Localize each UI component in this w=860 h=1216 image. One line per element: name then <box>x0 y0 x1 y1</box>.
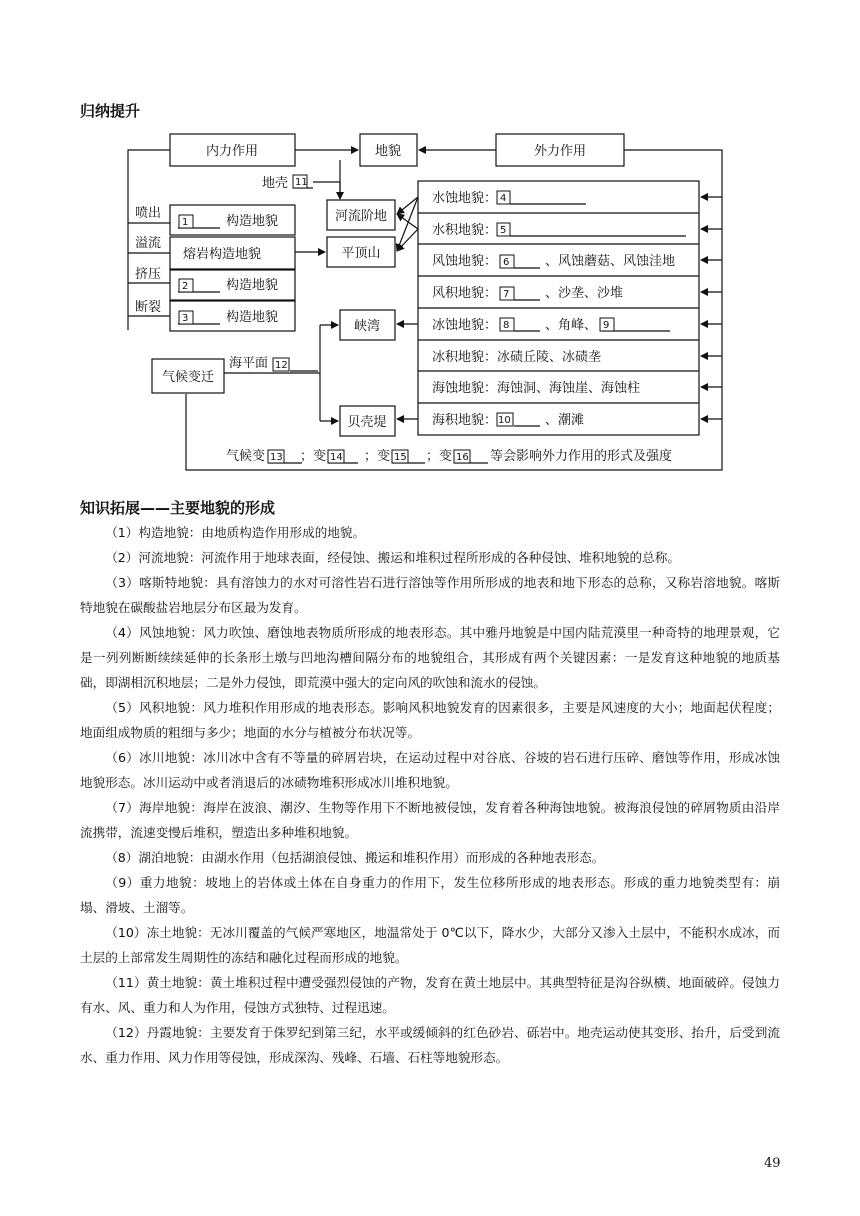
blank-number-1: 1 <box>182 217 189 228</box>
wind-deposition-examples: 、沙垄、沙堆 <box>545 286 624 301</box>
blank-number-15: 15 <box>394 452 407 463</box>
beach-ridge-label: 贝壳堤 <box>347 415 387 430</box>
paragraph-12: （12）丹霞地貌：主要发育于侏罗纪到第三纪，水平或缓倾斜的红色砂岩、砾岩中。地壳运动使其变形、抬升，后受到流水、重力作用、风力作用等侵蚀，形成深沟、残峰、石墙、石柱等地貌形态。 <box>80 1025 780 1065</box>
overflow-label: 溢流 <box>135 236 162 251</box>
glacial-deposition-row: 冰积地貌：冰碛丘陵、冰碛垄 <box>432 350 602 365</box>
bottom-text-2: ；变 <box>300 449 327 464</box>
river-terrace-label: 河流阶地 <box>334 209 388 224</box>
wind-erosion-examples: 、风蚀蘑菇、风蚀洼地 <box>545 254 676 269</box>
paragraph-4: （4）风蚀地貌：风力吹蚀、磨蚀地表物质所形成的地表形态。其中雅丹地貌是中国内陆荒漠里一种奇特的地理景观，它是一列列断断续续延伸的长条形土墩与凹地沟槽间隔分布的地貌组合，其形成有两个关键因素：一是发育这种地貌的地质基础，即湖相沉积地层；二是外力侵蚀，即荒漠中强大的定向风的吹蚀和流水的侵蚀。 <box>80 625 780 690</box>
glacial-erosion-examples: 、角峰、 <box>545 318 598 333</box>
climate-change-label: 气候变迁 <box>161 370 215 385</box>
lava-landform-label: 熔岩构造地貌 <box>183 247 262 262</box>
bottom-text-1: 气候变 <box>226 449 266 464</box>
water-deposition-label: 水积地貌： <box>432 223 498 238</box>
paragraph-8: （8）湖泊地貌：由湖水作用（包括湖浪侵蚀、搬运和堆积作用）而形成的各种地表形态。 <box>105 850 605 865</box>
marine-erosion-row: 海蚀地貌：海蚀洞、海蚀崖、海蚀柱 <box>432 381 641 396</box>
blank-number-4: 4 <box>500 193 507 204</box>
blank-number-16: 16 <box>456 452 469 463</box>
inner-force-label: 内力作用 <box>205 144 259 159</box>
blank-number-8: 8 <box>503 320 510 331</box>
paragraph-11: （11）黄土地貌：黄土堆积过程中遭受强烈侵蚀的产物，发育在黄土地层中。其典型特征是沟谷纵横、地面破碎。侵蚀力有水、风、重力和人为作用，侵蚀方式独特、过程迅速。 <box>80 975 780 1015</box>
paragraph-2: （2）河流地貌：河流作用于地球表面，经侵蚀、搬运和堆积过程所形成的各种侵蚀、堆积地貌的总称。 <box>105 550 680 565</box>
fjord-label: 峡湾 <box>353 319 381 334</box>
tectonic-landform-1: 构造地貌 <box>226 214 279 229</box>
blank-number-2: 2 <box>182 281 189 292</box>
blank-number-10: 10 <box>498 415 511 426</box>
water-erosion-label: 水蚀地貌： <box>432 191 498 206</box>
blank-number-13: 13 <box>270 452 283 463</box>
tectonic-landform-3: 构造地貌 <box>226 310 279 325</box>
bottom-text-3: ；变 <box>364 449 391 464</box>
paragraph-1: （1）构造地貌：由地质构造作用形成的地貌。 <box>105 525 366 540</box>
squeeze-label: 挤压 <box>135 267 162 282</box>
paragraph-6: （6）冰川地貌：冰川冰中含有不等量的碎屑岩块，在运动过程中对谷底、谷坡的岩石进行压碎、磨蚀等作用，形成冰蚀地貌形态。冰川运动中或者消退后的冰碛物堆积形成冰川堆积地貌。 <box>80 750 780 790</box>
marine-deposition-examples: 、潮滩 <box>545 413 585 428</box>
eruption-label: 喷出 <box>135 206 162 221</box>
wind-deposition-label: 风积地貌： <box>432 286 498 301</box>
tectonic-landform-2: 构造地貌 <box>226 278 279 293</box>
paragraph-9: （9）重力地貌：坡地上的岩体或土体在自身重力的作用下，发生位移所形成的地表形态。形成的重力地貌类型有：崩塌、滑坡、土溜等。 <box>80 875 780 915</box>
blank-number-5: 5 <box>500 225 507 236</box>
glacial-erosion-label: 冰蚀地貌： <box>432 318 498 333</box>
paragraph-7: （7）海岸地貌：海岸在波浪、潮汐、生物等作用下不断地被侵蚀，发育着各种海蚀地貌。被海浪侵蚀的碎屑物质由沿岸流携带，流速变慢后堆积，塑造出多种堆积地貌。 <box>80 800 780 840</box>
landform-concept-diagram <box>0 0 860 480</box>
wind-erosion-label: 风蚀地貌： <box>432 254 498 269</box>
outer-force-label: 外力作用 <box>533 144 587 159</box>
fault-label: 断裂 <box>135 300 162 315</box>
section-heading-knowledge: 知识拓展——主要地貌的形成 <box>80 499 276 517</box>
landform-label: 地貌 <box>374 144 402 159</box>
page-number: 49 <box>764 1156 781 1171</box>
blank-number-6: 6 <box>503 257 510 268</box>
blank-number-7: 7 <box>503 289 510 300</box>
bottom-text-4: ；变 <box>426 449 453 464</box>
crust-label: 地壳 <box>262 176 289 191</box>
blank-number-9: 9 <box>603 320 610 331</box>
paragraph-3: （3）喀斯特地貌：具有溶蚀力的水对可溶性岩石进行溶蚀等作用所形成的地表和地下形态的总称，又称岩溶地貌。喀斯特地貌在碳酸盐岩地层分布区最为发育。 <box>80 575 780 615</box>
section-heading-summary: 归纳提升 <box>80 102 141 120</box>
marine-deposition-label: 海积地貌： <box>432 413 498 428</box>
sea-level-label: 海平面 <box>229 356 269 371</box>
paragraph-5: （5）风积地貌：风力堆积作用形成的地表形态。影响风积地貌发育的因素很多，主要是风速度的大小；地面起伏程度；地面组成物质的粗细与多少；地面的水分与植被分布状况等。 <box>80 700 780 740</box>
paragraph-10: （10）冻土地貌：无冰川覆盖的气候严寒地区，地温常处于 0℃以下，降水少，大部分又渗入土层中，不能积水成冰，而土层的上部常发生周期性的冻结和融化过程而形成的地貌。 <box>80 925 780 965</box>
flat-mesa-label: 平顶山 <box>341 246 381 261</box>
bottom-text-5: 等会影响外力作用的形式及强度 <box>490 449 673 464</box>
blank-number-11: 11 <box>295 177 308 188</box>
blank-number-12: 12 <box>275 360 288 371</box>
blank-number-14: 14 <box>330 452 343 463</box>
blank-number-3: 3 <box>182 313 189 324</box>
